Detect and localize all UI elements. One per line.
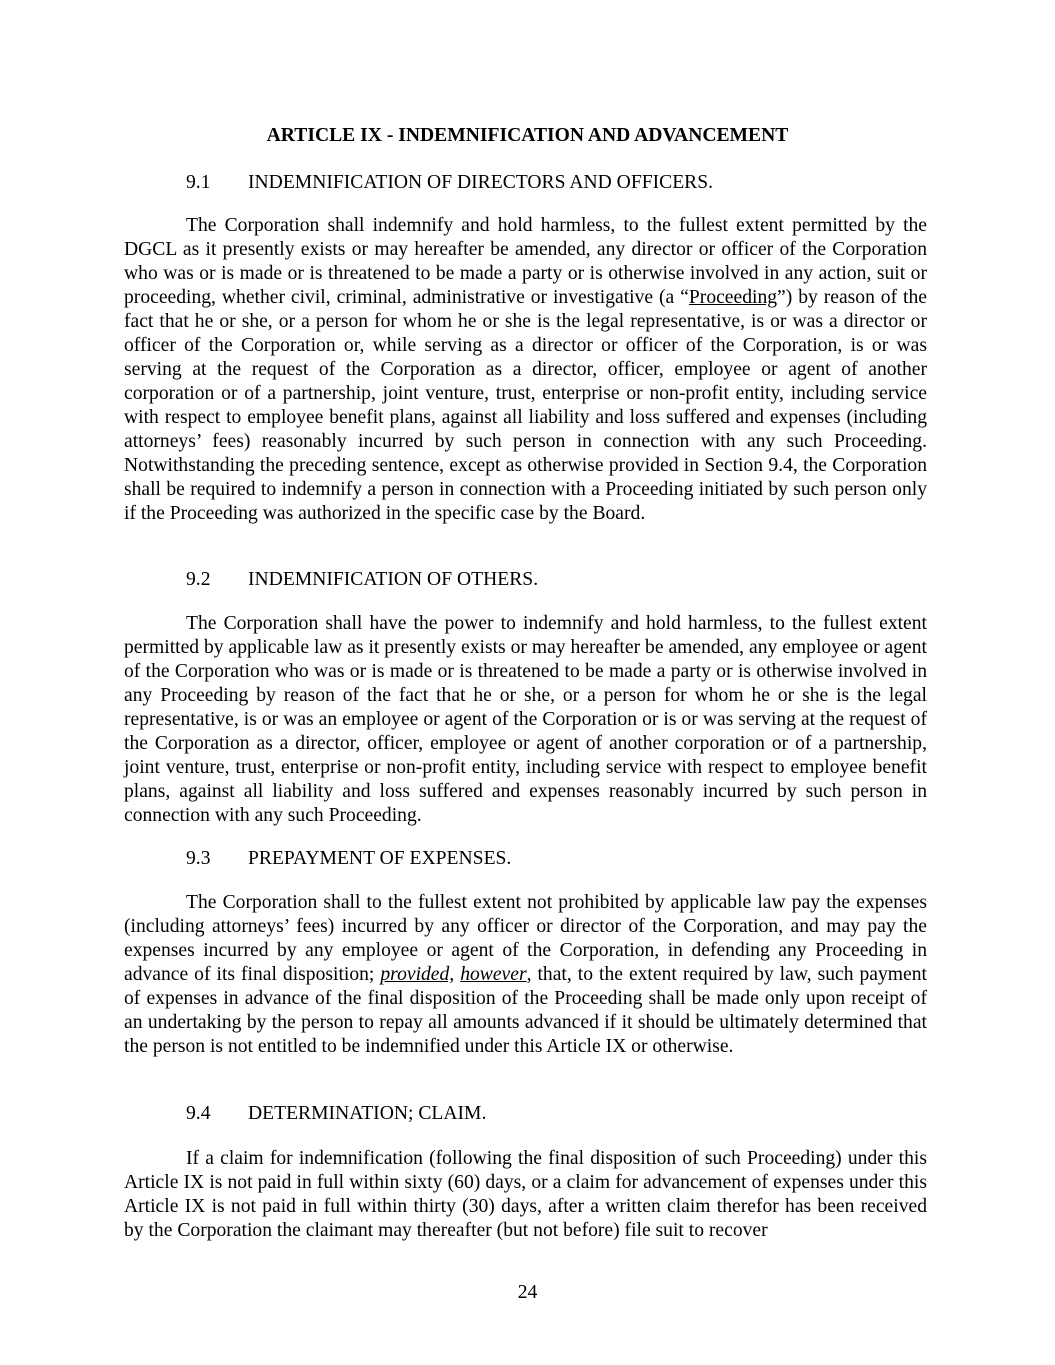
- section-heading-text: INDEMNIFICATION OF DIRECTORS AND OFFICERS.: [248, 172, 714, 193]
- section-body-9-1: [124, 214, 927, 526]
- term-however: however: [460, 964, 527, 985]
- section-text: ”) by reason of the fact that he or she, or a person for whom he or she is the legal representative, is or was a director or officer of the Corporation or, while serving as a director or officer of the Corporation, is or was serving at the request of the Corporation as a director, officer, employee or agent of another corporation or of a partnership, joint venture, trust, enterprise or non-profit entity, including service with respect to employee benefit plans, against all liability and loss suffered and expenses (including attorneys’ fees) reasonably incurred by such person in connection with any such Proceeding. Notwithstanding the preceding sentence, except as otherwise provided in Section 9.4, the Corporation shall be required to indemnify a person in connection with a Proceeding initiated by such person only if the Proceeding was authorized in the specific case by the Board.: [124, 287, 927, 524]
- term-provided: provided,: [380, 964, 455, 985]
- article-title: ARTICLE IX - INDEMNIFICATION AND ADVANCEMENT: [266, 125, 789, 146]
- section-heading-text: INDEMNIFICATION OF OTHERS.: [248, 569, 539, 590]
- section-body-9-4: If a claim for indemnification (following the final disposition of such Proceeding) under this Article IX is not paid in full within sixty (60) days, or a claim for advancement of expenses under this Article IX is not paid in full within thirty (30) days, after a written claim therefor has been received by the Corporation the claimant may thereafter (but not before) file suit to recover: [124, 1148, 927, 1241]
- section-number: 9.3: [186, 848, 211, 869]
- page-number: 24: [517, 1282, 538, 1303]
- section-number: 9.1: [186, 172, 211, 193]
- section-heading-text: DETERMINATION; CLAIM.: [248, 1103, 487, 1124]
- section-body-9-2: The Corporation shall have the power to indemnify and hold harmless, to the fullest extent permitted by applicable law as it presently exists or may hereafter be amended, any employee or agent of the Corporation who was or is made or is threatened to be made a party or is otherwise involved in any Proceeding by reason of the fact that he or she, or a person for whom he or she is the legal representative, is or was an employee or agent of the Corporation or is or was serving at the request of the Corporation as a director, officer, employee or agent of another corporation or of a partnership, joint venture, trust, enterprise or non-profit entity, including service with respect to employee benefit plans, against all liability and loss suffered and expenses reasonably incurred by such person in connection with any such Proceeding.: [124, 613, 927, 826]
- section-number: 9.2: [186, 569, 211, 590]
- defined-term-proceeding: Proceeding: [688, 287, 778, 308]
- section-heading-9-3: [186, 847, 511, 871]
- section-heading-9-1: [186, 171, 713, 195]
- section-heading-9-4: [186, 1102, 486, 1126]
- section-number: 9.4: [186, 1103, 211, 1124]
- section-heading-text: PREPAYMENT OF EXPENSES.: [248, 848, 512, 869]
- section-heading-9-2: [186, 568, 538, 592]
- section-text: , that, to the extent required by law, such payment of expenses in advance of the final disposition of the Proceeding shall be made only upon receipt of an undertaking by the person to repay all amounts advanced if it should be ultimately determined that the person is not entitled to be indemnified under this Article IX or otherwise.: [124, 964, 927, 1057]
- section-body-9-3: [124, 891, 927, 1059]
- section-text: The Corporation shall to the fullest extent not prohibited by applicable law pay the expenses (including attorneys’ fees) incurred by any officer or director of the Corporation, and may pay the expenses incurred by any employee or agent of the Corporation, in defending any Proceeding in advance of its final disposition;: [124, 892, 927, 985]
- section-text: The Corporation shall indemnify and hold harmless, to the fullest extent permitted by the DGCL as it presently exists or may hereafter be amended, any director or officer of the Corporation who was or is made or is threatened to be made a party or is otherwise involved in any action, suit or proceeding, whether civil, criminal, administrative or investigative (a “: [124, 215, 927, 308]
